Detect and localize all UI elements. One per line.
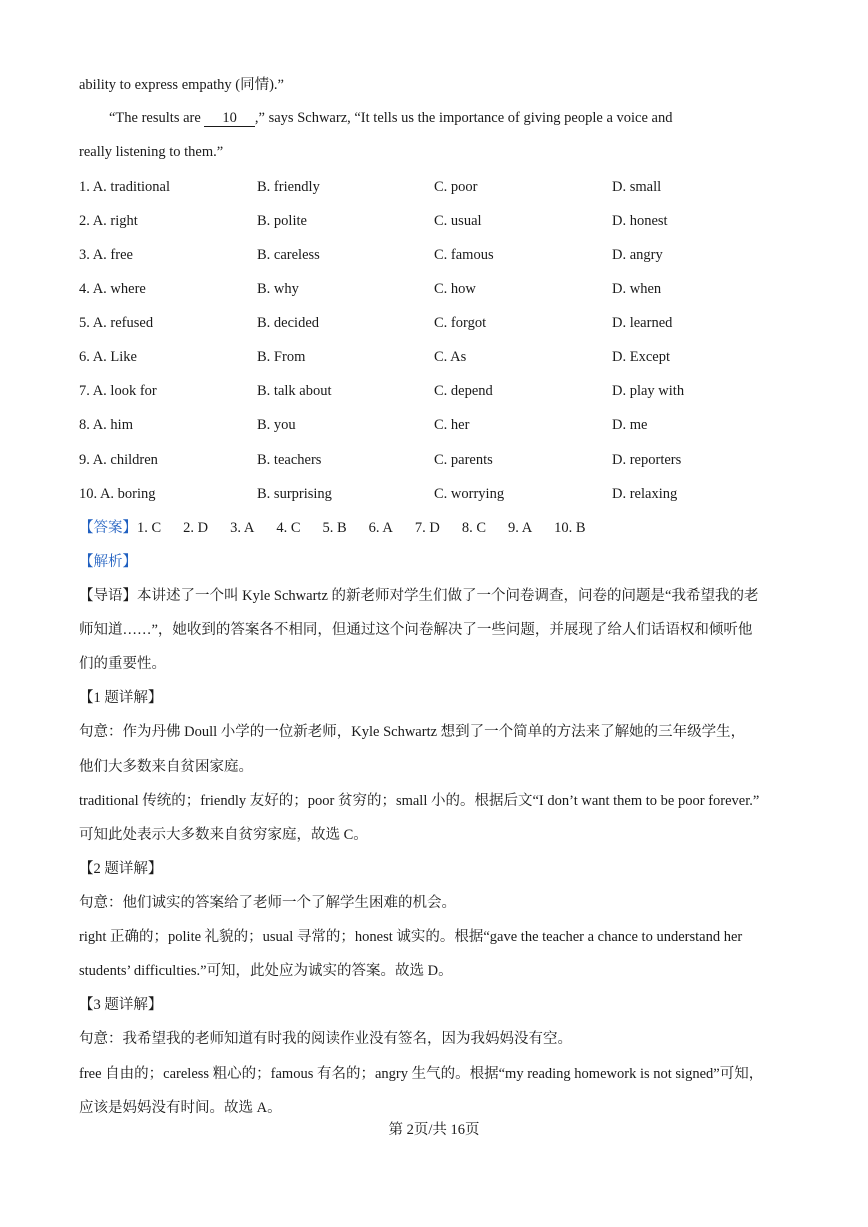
option-a: 10. A. boring — [79, 486, 156, 502]
option-c: C. famous — [434, 247, 494, 263]
q3-line-2: free 自由的；careless 粗心的；famous 有名的；angry 生气的。根据“my reading homework is not signed”可知， — [79, 1066, 764, 1082]
option-d: D. small — [612, 179, 662, 195]
intro-line-3: 们的重要性。 — [79, 656, 166, 672]
q2-heading: 【2 题详解】 — [79, 861, 163, 877]
passage-line-1: ability to express empathy (同情).” — [79, 77, 284, 93]
answer-line — [79, 518, 608, 538]
answer-item: 9. A — [508, 520, 533, 536]
option-a: 1. A. traditional — [79, 179, 171, 195]
page-footer: 第 2页/共 16页 — [388, 1122, 480, 1138]
passage-line-2-pre: “The results are — [109, 110, 205, 126]
option-a: 5. A. refused — [79, 315, 154, 331]
answer-item: 2. D — [183, 520, 209, 536]
option-d: D. when — [612, 281, 662, 297]
option-c: C. her — [434, 417, 470, 433]
answer-item: 5. B — [322, 520, 347, 536]
option-b: B. From — [257, 349, 306, 365]
intro-line-1: 【导语】本讲述了一个叫 Kyle Schwartz 的新老师对学生们做了一个问卷调查，问卷的问题是“我希望我的老 — [79, 588, 759, 604]
option-c: C. depend — [434, 383, 493, 399]
q1-line-2: 他们大多数来自贫困家庭。 — [79, 759, 253, 775]
option-b: B. why — [257, 281, 299, 297]
option-b: B. friendly — [257, 179, 320, 195]
option-b: B. careless — [257, 247, 320, 263]
option-row — [0, 415, 868, 435]
passage-line-2-post: ,” says Schwarz, “It tells us the importance of giving people a voice and — [254, 110, 673, 126]
q1-heading: 【1 题详解】 — [79, 690, 163, 706]
option-c: C. forgot — [434, 315, 487, 331]
q2-line-3: students’ difficulties.”可知，此处应为诚实的答案。故选 D。 — [79, 963, 453, 979]
option-b: B. talk about — [257, 383, 332, 399]
option-a: 9. A. children — [79, 452, 158, 468]
option-d: D. learned — [612, 315, 673, 331]
intro-line-2: 师知道……”，她收到的答案各不相同，但通过这个问卷解决了一些问题，并展现了给人们话语权和倾听他 — [79, 622, 753, 638]
answer-item: 8. C — [461, 520, 486, 536]
q1-line-4: 可知此处表示大多数来自贫穷家庭，故选 C。 — [79, 827, 368, 843]
q3-line-3: 应该是妈妈没有时间。故选 A。 — [79, 1100, 282, 1116]
option-c: C. worrying — [434, 486, 505, 502]
option-a: 3. A. free — [79, 247, 133, 263]
option-b: B. you — [257, 417, 296, 433]
option-row — [0, 347, 868, 367]
option-b: B. decided — [257, 315, 320, 331]
option-d: D. reporters — [612, 452, 682, 468]
option-b: B. teachers — [257, 452, 322, 468]
option-row — [0, 313, 868, 333]
answer-item: 10. B — [554, 520, 586, 536]
option-a: 7. A. look for — [79, 383, 157, 399]
blank-10: 10 — [204, 110, 255, 127]
option-row — [0, 211, 868, 231]
q1-line-1: 句意：作为丹佛 Doull 小学的一位新老师，Kyle Schwartz 想到了一个简单的方法来了解她的三年级学生， — [79, 724, 746, 740]
option-row — [0, 177, 868, 197]
q2-line-2: right 正确的；polite 礼貌的；usual 寻常的；honest 诚实的。根据“gave the teacher a chance to understand her — [79, 929, 743, 945]
option-d: D. me — [612, 417, 648, 433]
q1-line-3: traditional 传统的；friendly 友好的；poor 贫穷的；small 小的。根据后文“I don’t want them to be poor forever.” — [79, 793, 760, 809]
option-a: 6. A. Like — [79, 349, 137, 365]
passage-line-3: really listening to them.” — [79, 144, 224, 160]
q3-line-1: 句意：我希望我的老师知道有时我的阅读作业没有签名，因为我妈妈没有空。 — [79, 1031, 572, 1047]
option-d: D. play with — [612, 383, 685, 399]
answer-item: 4. C — [276, 520, 301, 536]
answer-item: 7. D — [414, 520, 440, 536]
option-c: C. poor — [434, 179, 478, 195]
option-c: C. parents — [434, 452, 493, 468]
option-c: C. As — [434, 349, 467, 365]
option-row — [0, 484, 868, 504]
option-c: C. usual — [434, 213, 482, 229]
analysis-label: 【解析】 — [79, 554, 137, 570]
option-a: 2. A. right — [79, 213, 138, 229]
answer-item: 1. C — [137, 520, 162, 536]
option-row — [0, 279, 868, 299]
answer-item: 3. A — [230, 520, 255, 536]
option-b: B. polite — [257, 213, 307, 229]
option-a: 8. A. him — [79, 417, 133, 433]
option-b: B. surprising — [257, 486, 332, 502]
option-row — [0, 381, 868, 401]
q3-heading: 【3 题详解】 — [79, 997, 163, 1013]
passage-line-2 — [109, 108, 672, 128]
option-row — [0, 450, 868, 470]
option-a: 4. A. where — [79, 281, 146, 297]
answer-item: 6. A — [368, 520, 393, 536]
option-d: D. relaxing — [612, 486, 678, 502]
option-d: D. angry — [612, 247, 663, 263]
option-row — [0, 245, 868, 265]
q2-line-1: 句意：他们诚实的答案给了老师一个了解学生困难的机会。 — [79, 895, 456, 911]
answer-label: 【答案】 — [79, 520, 137, 536]
option-d: D. Except — [612, 349, 670, 365]
option-c: C. how — [434, 281, 476, 297]
option-d: D. honest — [612, 213, 668, 229]
